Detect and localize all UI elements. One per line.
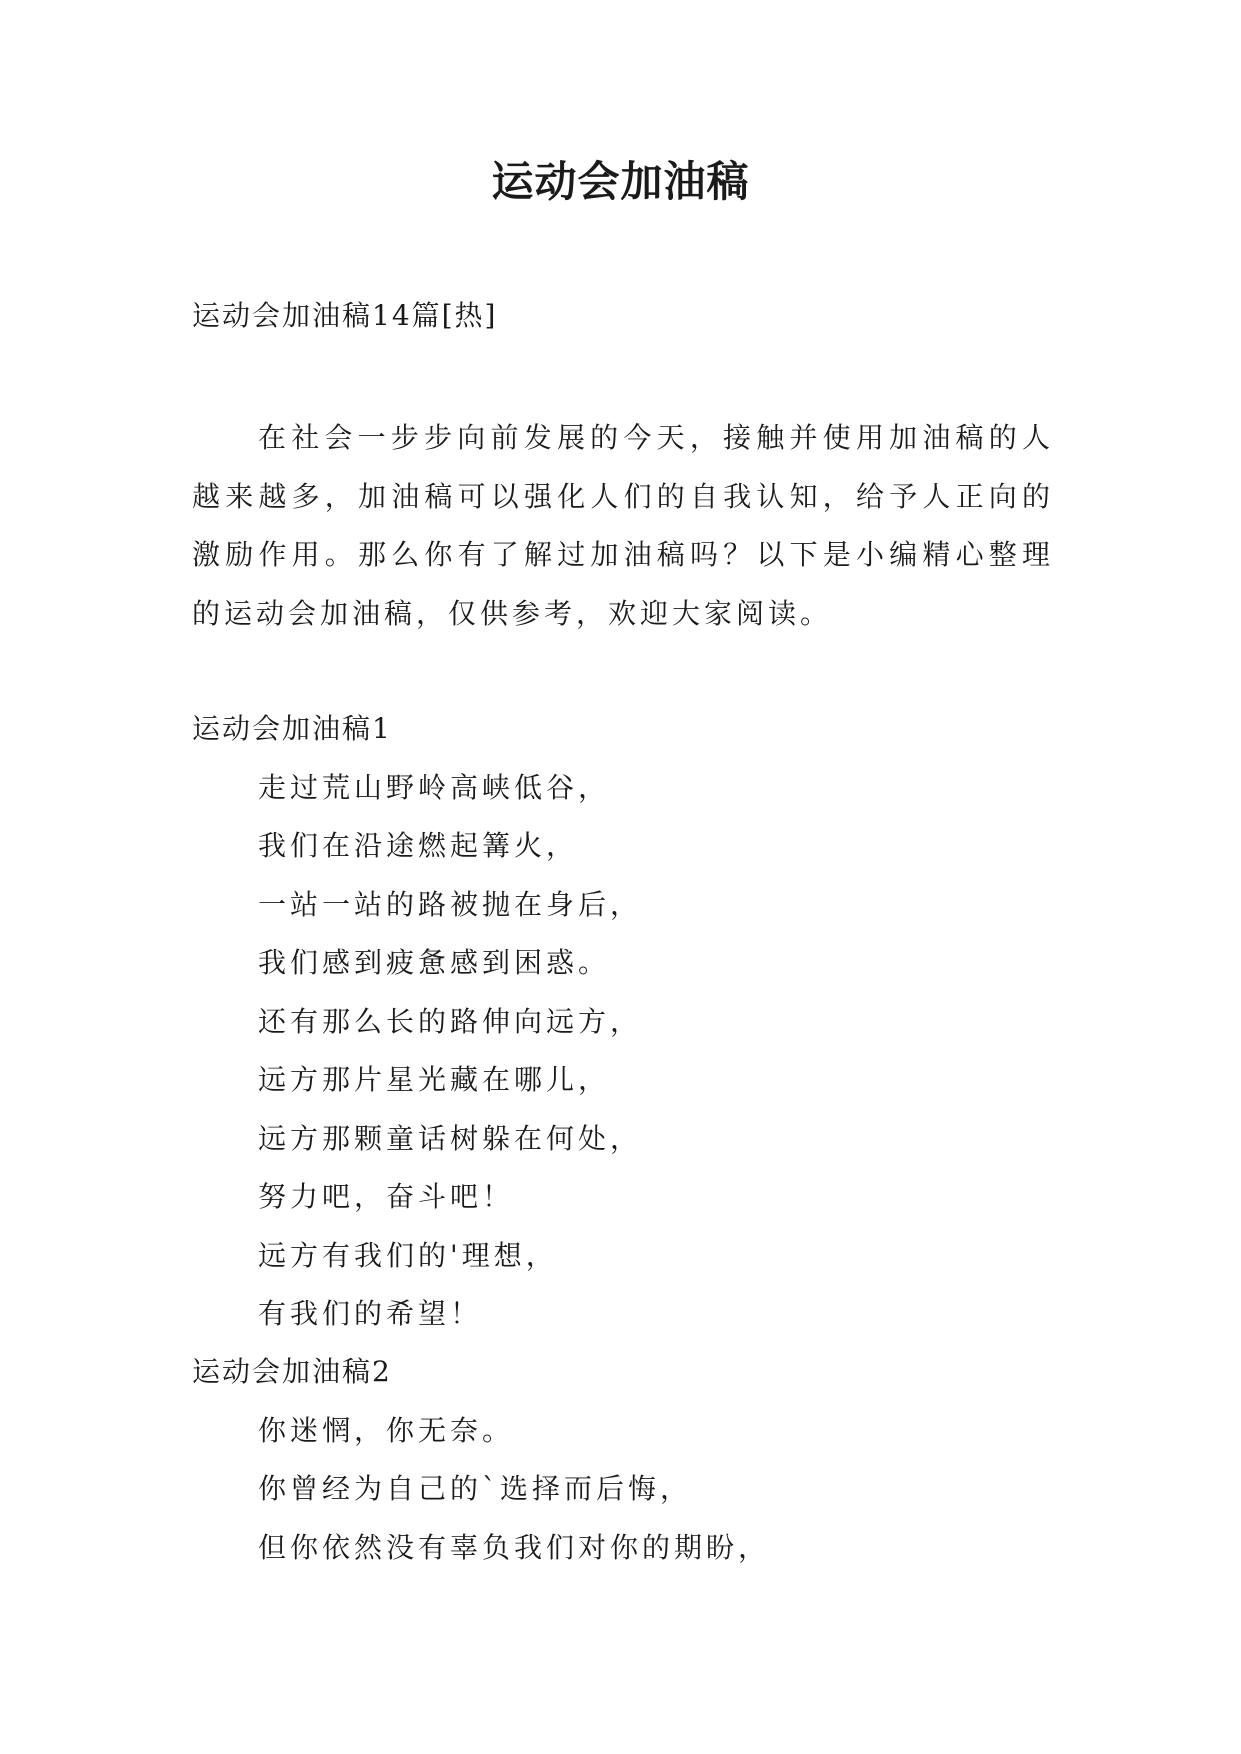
document-subtitle: 运动会加油稿14篇[热] [192, 299, 498, 332]
poem-line: 远方那颗童话树躲在何处， [258, 1121, 643, 1155]
poem-line: 你迷惘，你无奈。 [258, 1413, 515, 1447]
poem-line: 远方有我们的'理想， [258, 1238, 558, 1272]
poem-line: 一站一站的路被抛在身后， [258, 887, 643, 921]
poem-lines [192, 1402, 1052, 1578]
poem-line: 远方那片星光藏在哪儿， [258, 1063, 611, 1096]
poem-line: 我们在沿途燃起篝火， [258, 829, 579, 862]
section-heading: 运动会加油稿1 [192, 712, 392, 745]
poem-line: 你曾经为自己的`选择而后悔， [258, 1472, 693, 1505]
poem-line: 但你依然没有辜负我们对你的期盼， [258, 1530, 771, 1564]
page-title: 运动会加油稿 [491, 157, 750, 206]
poem-line: 努力吧，奋斗吧！ [258, 1180, 515, 1213]
poem-line: 还有那么长的路伸向远方， [258, 1004, 643, 1038]
cheer-section-1 [192, 700, 1052, 1344]
poem-line: 有我们的希望！ [258, 1297, 483, 1330]
poem-lines [192, 759, 1052, 1344]
intro-paragraph: 在社会一步步向前发展的今天，接触并使用加油稿的人越来越多，加油稿可以强化人们的自我认知，给予人正向的激励作用。那么你有了解过加油稿吗？以下是小编精心整理的运动会加油稿，仅供参考，欢迎大家阅读。 [192, 421, 1054, 630]
poem-line: 走过荒山野岭高峡低谷， [258, 770, 611, 804]
poem-line: 我们感到疲惫感到困惑。 [258, 946, 611, 979]
section-heading: 运动会加油稿2 [192, 1355, 392, 1388]
cheer-section-2 [192, 1343, 1052, 1577]
